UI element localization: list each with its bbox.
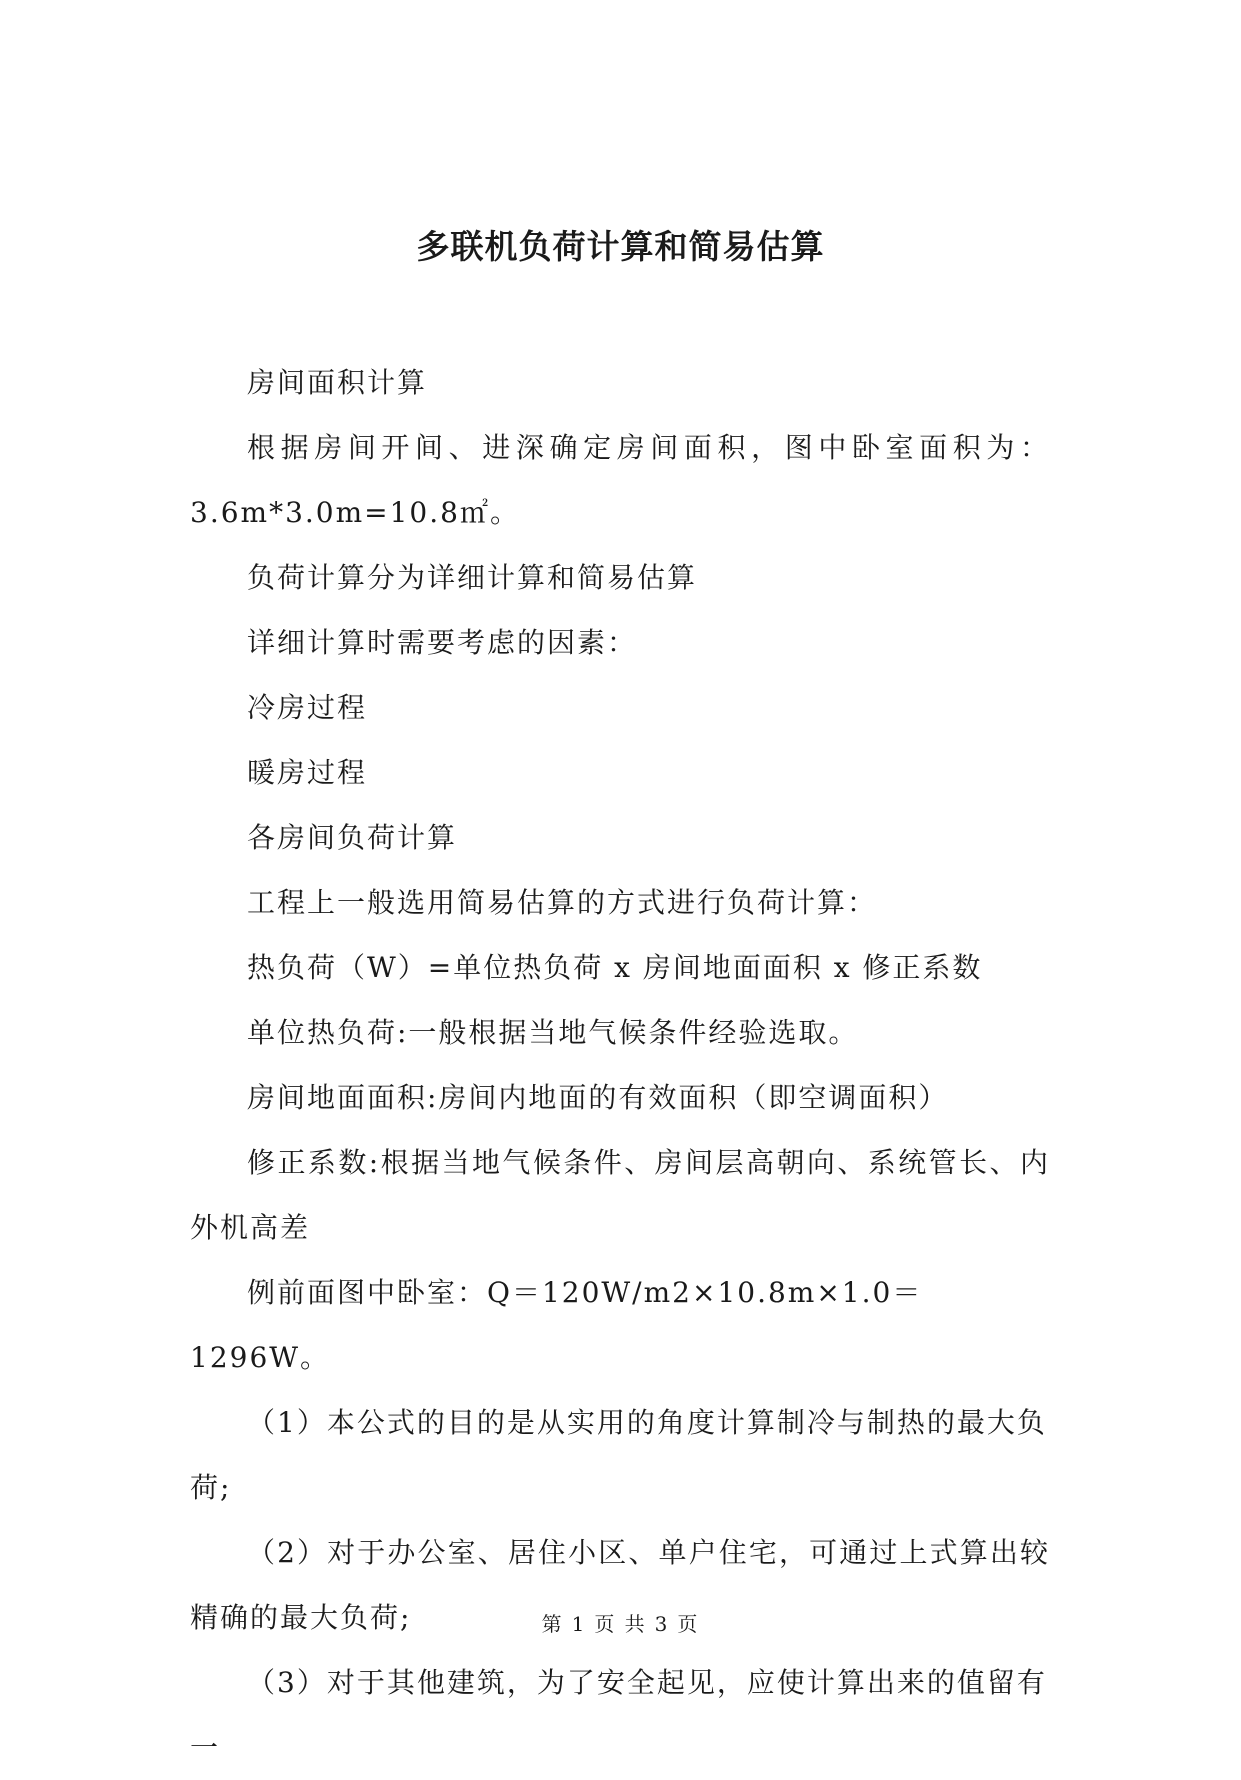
paragraph-room-area-calc: 根据房间开间、进深确定房间面积，图中卧室面积为：3.6m*3.0m=10.8㎡。 — [190, 431, 1050, 529]
footer-suffix: 页 — [677, 1612, 700, 1636]
paragraph-detail-factors: 详细计算时需要考虑的因素： — [247, 626, 638, 659]
paragraph-engineering-method: 工程上一般选用简易估算的方式进行负荷计算： — [247, 886, 878, 919]
paragraph-note-3: （3）对于其他建筑，为了安全起见，应使计算出来的值留有一 — [190, 1666, 1047, 1764]
paragraph-example: 例前面图中卧室：Q＝120W/m2×10.8m×1.0＝1296W。 — [190, 1276, 923, 1374]
paragraph-room-area-heading: 房间面积计算 — [247, 366, 428, 399]
paragraph-heat-load-formula: 热负荷（W）=单位热负荷 x 房间地面面积 x 修正系数 — [247, 951, 983, 984]
paragraph-cooling-process: 冷房过程 — [247, 691, 368, 724]
paragraph-note-1: （1）本公式的目的是从实用的角度计算制冷与制热的最大负荷; — [190, 1406, 1047, 1504]
paragraph-note-2: （2）对于办公室、居住小区、单户住宅，可通过上式算出较精确的最大负荷; — [190, 1536, 1050, 1634]
paragraph-load-calc-types: 负荷计算分为详细计算和简易估算 — [247, 561, 698, 594]
paragraph-correction-factor: 修正系数:根据当地气候条件、房间层高朝向、系统管长、内外机高差 — [190, 1146, 1050, 1244]
footer-page-number: 1 — [571, 1612, 587, 1636]
document-title: 多联机负荷计算和简易估算 — [416, 227, 825, 266]
document-body — [190, 350, 1050, 1780]
paragraph-heating-process: 暖房过程 — [247, 756, 368, 789]
footer-middle: 页 共 — [594, 1612, 647, 1636]
paragraph-room-load-calc: 各房间负荷计算 — [247, 821, 458, 854]
paragraph-floor-area: 房间地面面积:房间内地面的有效面积（即空调面积） — [247, 1081, 949, 1114]
footer-prefix: 第 — [541, 1612, 564, 1636]
footer-total-pages: 3 — [654, 1612, 670, 1636]
paragraph-unit-heat-load: 单位热负荷:一般根据当地气候条件经验选取。 — [247, 1016, 859, 1049]
page-footer — [0, 1610, 1241, 1638]
